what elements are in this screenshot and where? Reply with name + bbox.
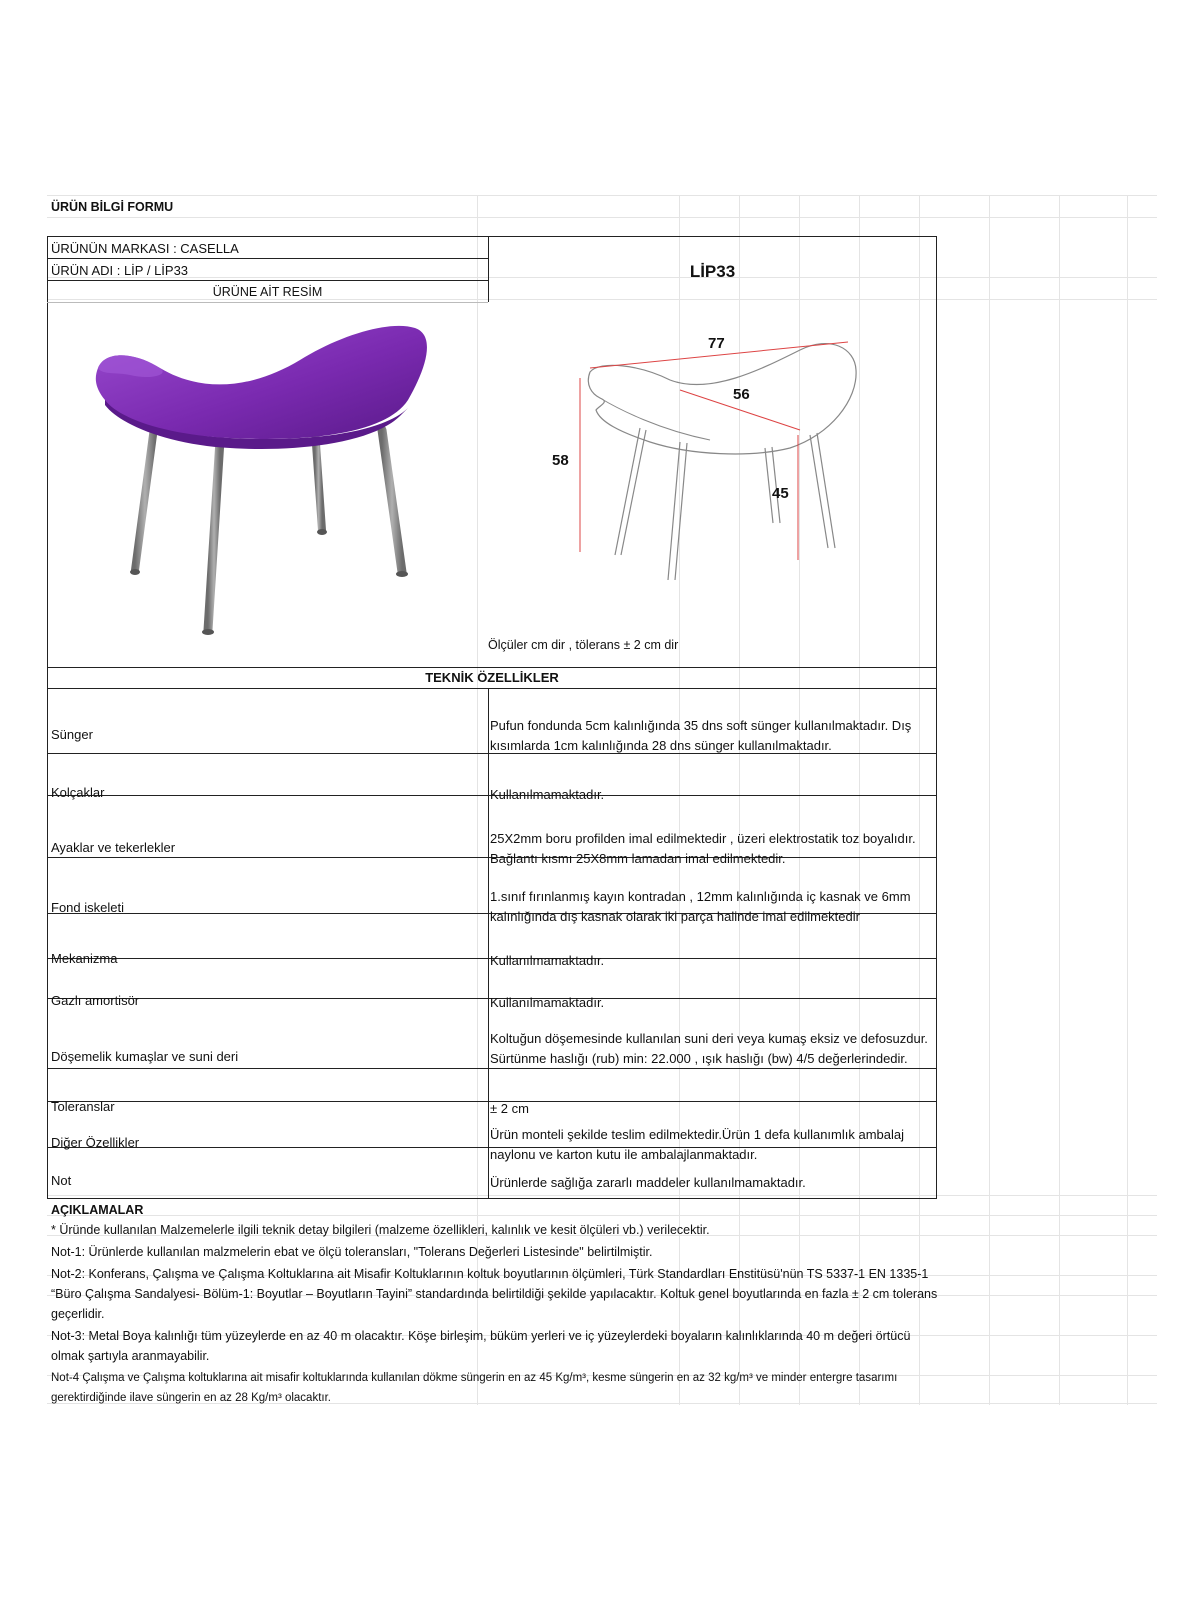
spec-label: Ayaklar ve tekerlekler	[51, 840, 176, 855]
note-1: Not-1: Ürünlerde kullanılan malzmelerin ebat ve ölçü toleransları, "Tolerans Değerleri Listesinde" belirtilmiştir.	[51, 1245, 653, 1259]
form-title: ÜRÜN BİLGİ FORMU	[51, 200, 174, 214]
measure-note: Ölçüler cm dir , tölerans ± 2 cm dir	[488, 638, 679, 652]
image-caption: ÜRÜNE AİT RESİM	[212, 285, 323, 299]
specs-heading: TEKNİK ÖZELLİKLER	[425, 670, 559, 685]
notes-heading: AÇIKLAMALAR	[51, 1203, 144, 1217]
depth-dimension: 56	[733, 386, 750, 403]
spec-label: Toleranslar	[51, 1099, 115, 1114]
divider	[47, 667, 937, 668]
divider	[488, 688, 489, 1199]
spec-value: 25X2mm boru profilden imal edilmektedir , üzeri elektrostatik toz boyalıdır. Bağlantı kısmı 25X8mm lamadan imal edilmektedir.	[490, 831, 916, 866]
spec-value: Ürünlerde sağlığa zararlı maddeler kullanılmamaktadır.	[490, 1175, 806, 1190]
spec-label: Kolçaklar	[51, 785, 105, 800]
note-4: Not-4 Çalışma ve Çalışma koltuklarına ait misafir koltuklarında kullanılan dökme süngerin en az 45 Kg/m³, kesme süngerin en az 32 kg/m³ ve minder entergre tasarımı gerektirdiğinde ilave süngerin en az 28 Kg/m³ olacaktır.	[51, 1372, 898, 1404]
spec-value: 1.sınıf fırınlanmış kayın kontradan , 12mm kalınlığında iç kasnak ve 6mm kalınlığında dış kasnak olarak iki parça halinde imal edilmektedir	[490, 889, 911, 924]
product-name-label: ÜRÜN ADI : LİP / LİP33	[51, 263, 189, 278]
spec-value: Kullanılmamaktadır.	[490, 953, 605, 968]
spec-value: Pufun fondunda 5cm kalınlığında 35 dns soft sünger kullanılmaktadır. Dış kısımlarda 1cm kalınlığında 28 dns sünger kullanılmaktadır.	[490, 718, 912, 753]
seat-height-dimension: 45	[772, 485, 789, 502]
divider	[47, 688, 937, 689]
spec-label: Fond iskeleti	[51, 900, 124, 915]
spec-value: Kullanılmamaktadır.	[490, 787, 605, 802]
spec-label: Gazlı amortisör	[51, 993, 140, 1008]
dimension-drawing	[552, 330, 890, 610]
spec-value: ± 2 cm	[490, 1101, 529, 1116]
divider	[47, 258, 488, 259]
spec-label: Döşemelik kumaşlar ve suni deri	[51, 1049, 239, 1064]
width-dimension: 77	[708, 335, 725, 352]
product-image	[90, 320, 450, 660]
spec-value: Ürün monteli şekilde teslim edilmektedir.Ürün 1 defa kullanımlık ambalaj naylonu ve karton kutu ile ambalajlanmaktadır.	[490, 1127, 905, 1162]
brand-label: ÜRÜNÜN MARKASI : CASELLA	[51, 241, 239, 256]
spec-label: Not	[51, 1173, 72, 1188]
note-star: * Üründe kullanılan Malzemelerle ilgili teknik detay bilgileri (malzeme özellikleri, kalınlık ve kesit ölçüleri vb.) verilecektir.	[51, 1223, 710, 1237]
spec-label: Sünger	[51, 727, 93, 742]
spec-value: Kullanılmamaktadır.	[490, 995, 605, 1010]
spec-value: Koltuğun döşemesinde kullanılan suni deri veya kumaş eksiz ve defosuzdur. Sürtünme haslığı (rub) min: 22.000 , ışık haslığı (bw) 4/5 değerlerindedir.	[490, 1031, 928, 1066]
divider	[47, 280, 488, 281]
spec-label: Mekanizma	[51, 951, 118, 966]
divider	[47, 302, 488, 303]
spec-label: Diğer Özellikler	[51, 1135, 140, 1150]
model-title: LİP33	[689, 262, 736, 281]
note-2: Not-2: Konferans, Çalışma ve Çalışma Koltuklarına ait Misafir Koltuklarının koltuk boyutlarının ölçümleri, Türk Standardları Enstitüsü'nün TS 5337-1 EN 1335-1 “Büro Çalışma Sandalyesi- Bölüm-1: Boyutlar – Boyutların Tayini” standardında belirtildiği şekilde yapılacaktır. Koltuk genel boyutlarında en fazla ± 2 cm tolerans geçerlidir.	[51, 1267, 938, 1321]
height-dimension: 58	[552, 452, 569, 469]
note-3: Not-3: Metal Boya kalınlığı tüm yüzeylerde en az 40 m olacaktır. Köşe birleşim, büküm yerleri ve iç yüzeylerdeki boyaların kalınlıklarında 40 m değeri örtücü olmak şartıyla aranmayabilir.	[51, 1329, 911, 1363]
